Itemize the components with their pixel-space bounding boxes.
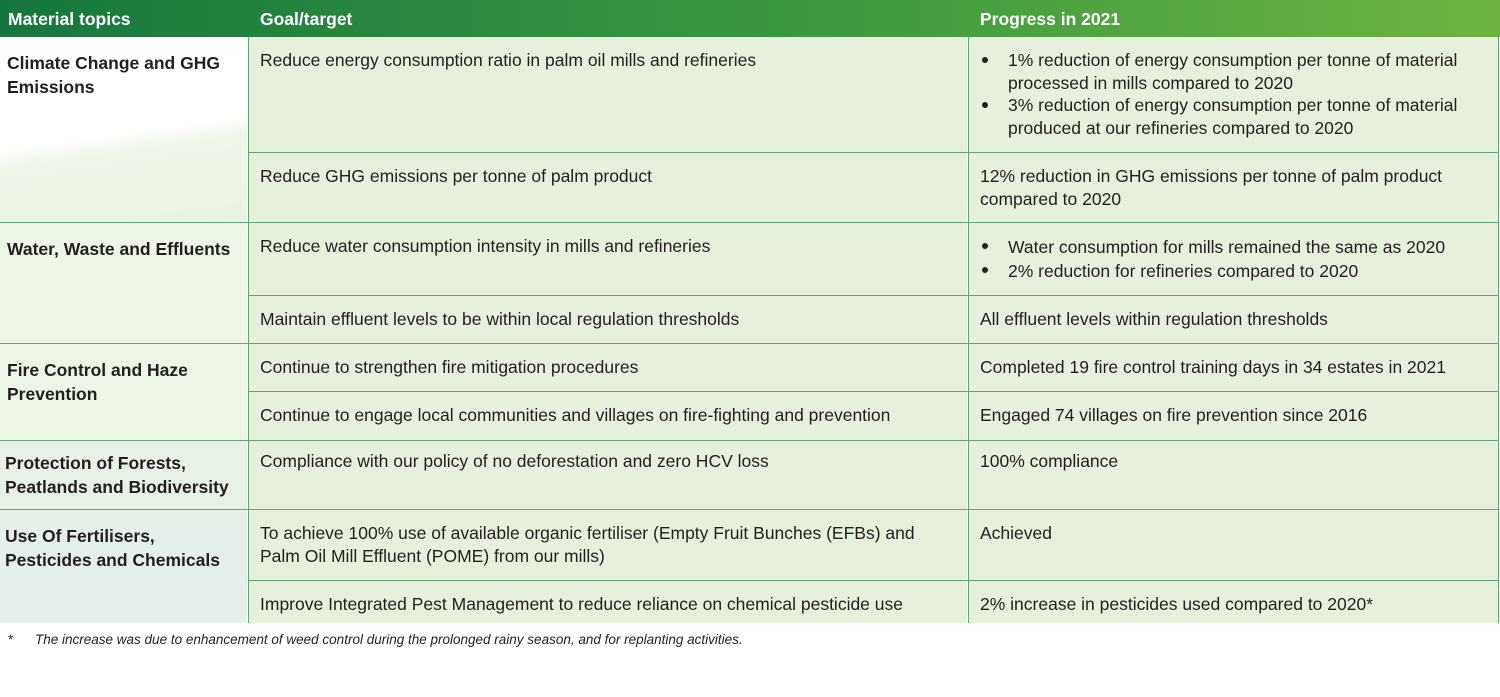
goal-cell: [249, 581, 967, 623]
header-material-topics: Material topics: [8, 9, 131, 29]
progress-text: 12% reduction in GHG emissions per tonne of palm product compared to 2020: [980, 166, 1443, 209]
goal-text: Reduce GHG emissions per tonne of palm product: [260, 166, 652, 186]
topic-water-waste-effluents: [0, 223, 247, 343]
goal-cell: [249, 510, 967, 580]
topic-label: Water, Waste and Effluents: [7, 239, 231, 259]
goal-cell: [249, 344, 967, 391]
progress-cell: [969, 441, 1498, 509]
goal-text: Continue to strengthen fire mitigation procedures: [260, 357, 639, 377]
progress-bullet: 3% reduction of energy consumption per tonne of material produced at our refineries compared to 2020: [980, 94, 1488, 139]
row-divider: [0, 440, 1499, 441]
goal-cell: [249, 37, 967, 152]
header-progress: Progress in 2021: [980, 9, 1121, 29]
progress-cell: [969, 392, 1498, 440]
goal-cell: [249, 441, 967, 509]
progress-bullets: [980, 235, 1488, 283]
progress-cell: [969, 153, 1498, 222]
goal-text: Improve Integrated Pest Management to reduce reliance on chemical pesticide use: [260, 594, 903, 614]
row-divider: [0, 343, 1499, 344]
progress-text: Completed 19 fire control training days in 34 estates in 2021: [980, 357, 1446, 377]
topic-protection-of-forests: [0, 441, 247, 509]
topic-label: Protection of Forests, Peatlands and Biodiversity: [5, 453, 229, 497]
progress-text: Achieved: [980, 523, 1052, 543]
header-goal-target: Goal/target: [260, 9, 353, 29]
goal-cell: [249, 153, 967, 222]
progress-text: All effluent levels within regulation thresholds: [980, 309, 1328, 329]
footnote-text: The increase was due to enhancement of weed control during the prolonged rainy season, and for replanting activities.: [35, 632, 743, 647]
progress-cell: [969, 223, 1498, 295]
topic-label: Use Of Fertilisers, Pesticides and Chemicals: [5, 526, 220, 570]
row-divider: [249, 295, 1499, 296]
row-divider: [249, 152, 1499, 153]
topic-fire-control-haze: [0, 344, 247, 440]
progress-cell: [969, 37, 1498, 152]
goal-text: Maintain effluent levels to be within local regulation thresholds: [260, 309, 740, 329]
column-divider: [248, 37, 249, 623]
goal-text: Continue to engage local communities and villages on fire-fighting and prevention: [260, 405, 891, 425]
progress-bullets: [980, 49, 1488, 139]
footnote-mark: *: [8, 632, 14, 647]
row-divider: [0, 222, 1499, 223]
goal-text: Reduce water consumption intensity in mills and refineries: [260, 236, 711, 256]
topic-climate-change: [0, 37, 247, 222]
progress-text: Engaged 74 villages on fire prevention since 2016: [980, 405, 1368, 425]
progress-text: 2% increase in pesticides used compared to 2020*: [980, 594, 1374, 614]
progress-cell: [969, 510, 1498, 580]
progress-text: 100% compliance: [980, 451, 1119, 471]
goal-cell: [249, 223, 967, 295]
progress-cell: [969, 344, 1498, 391]
row-divider: [0, 509, 1499, 510]
row-divider: [249, 391, 1499, 392]
row-divider: [249, 580, 1499, 581]
topic-label: Fire Control and Haze Prevention: [7, 360, 188, 404]
goal-cell: [249, 296, 967, 343]
topic-label: Climate Change and GHG Emissions: [7, 53, 220, 97]
progress-cell: [969, 581, 1498, 623]
goal-text: Reduce energy consumption ratio in palm oil mills and refineries: [260, 50, 757, 70]
topic-use-of-fertilisers: [0, 510, 247, 623]
progress-cell: [969, 296, 1498, 343]
table-header: [0, 0, 1500, 37]
goal-text: To achieve 100% use of available organic fertiliser (Empty Fruit Bunches (EFBs) and Palm Oil Mill Effluent (POME) from our mills): [260, 523, 915, 566]
progress-bullet: 2% reduction for refineries compared to 2020: [980, 259, 1488, 283]
table-border: [1498, 37, 1499, 623]
goal-text: Compliance with our policy of no deforestation and zero HCV loss: [260, 451, 769, 471]
goal-cell: [249, 392, 967, 440]
progress-bullet: Water consumption for mills remained the same as 2020: [980, 235, 1488, 259]
column-divider: [968, 37, 969, 623]
progress-bullet: 1% reduction of energy consumption per tonne of material processed in mills compared to 2020: [980, 49, 1488, 94]
